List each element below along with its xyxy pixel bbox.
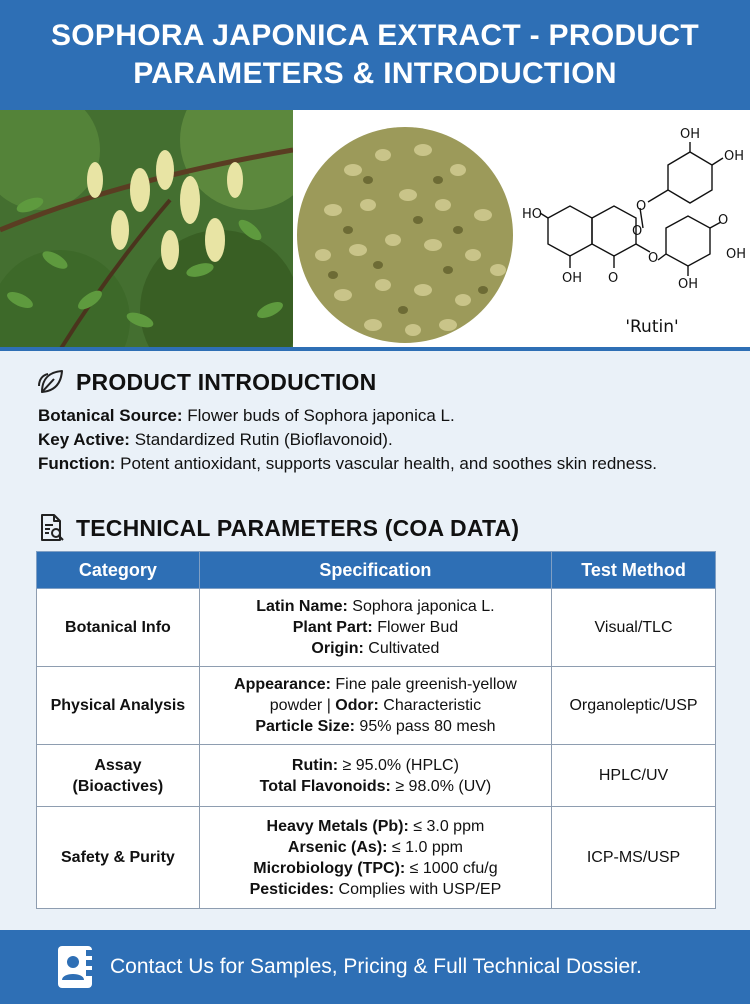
row-category: Botanical Info	[37, 589, 200, 667]
intro-heading: PRODUCT INTRODUCTION	[76, 368, 377, 395]
table-row	[37, 667, 716, 745]
col-category: Category	[37, 552, 200, 589]
intro-active-value: Standardized Rutin (Bioflavonoid).	[129, 430, 393, 449]
page-title-line1: SOPHORA JAPONICA EXTRACT - PRODUCT	[50, 19, 699, 52]
document-search-icon	[36, 512, 68, 544]
contact-text[interactable]: Contact Us for Samples, Pricing & Full Technical Dossier.	[110, 955, 642, 978]
row-method: ICP-MS/USP	[552, 807, 716, 909]
tech-section-header	[36, 512, 519, 544]
spec-label: Odor:	[335, 697, 379, 714]
struct-o-bridge: O	[648, 251, 659, 266]
intro-body	[38, 404, 718, 476]
table-row	[37, 745, 716, 807]
row-method: HPLC/UV	[552, 745, 716, 807]
row-category: Physical Analysis	[37, 667, 200, 745]
rutin-structure-diagram	[518, 110, 750, 350]
spec-label: Rutin:	[291, 756, 339, 774]
spec-value: ≥ 98.0% (UV)	[390, 777, 492, 795]
spec-value: 95% pass 80 mesh	[354, 718, 496, 735]
rutin-molecule	[518, 110, 750, 350]
intro-key-active	[38, 428, 718, 452]
struct-o-ring: O	[632, 224, 643, 239]
struct-ho-left: HO	[522, 207, 543, 222]
spec-value: Fine pale greenish-yellow powder |	[269, 676, 517, 714]
spec-value: ≤ 1000 cfu/g	[405, 859, 498, 877]
struct-o-keto: O	[608, 271, 619, 286]
contact-card-icon	[56, 944, 94, 990]
spec-label: Pesticides:	[249, 880, 335, 898]
page-title	[51, 17, 699, 93]
spec-value: Characteristic	[378, 697, 482, 714]
row-category: Safety & Purity	[37, 807, 200, 909]
coa-table	[36, 551, 716, 909]
struct-oh-right-mid: OH	[726, 247, 747, 262]
intro-botanical-source	[38, 404, 718, 428]
intro-source-value: Flower buds of Sophora japonica L.	[182, 406, 455, 425]
table-header-row	[37, 552, 716, 589]
spec-label: Heavy Metals (Pb):	[266, 817, 409, 835]
spec-value: ≥ 95.0% (HPLC)	[338, 756, 459, 774]
struct-oh-bottom: OH	[562, 271, 583, 286]
spec-label: Appearance:	[234, 676, 331, 693]
structure-label: 'Rutin'	[625, 317, 679, 337]
leaf-icon	[36, 366, 68, 398]
row-spec	[199, 589, 551, 667]
sophora-tree-photo	[0, 110, 293, 350]
contact-footer[interactable]	[0, 930, 750, 1004]
intro-section-header	[36, 366, 376, 398]
spec-label: Total Flavonoids:	[259, 777, 391, 795]
spec-label: Latin Name:	[256, 598, 348, 615]
struct-o-methyl: O	[718, 213, 729, 228]
row-category	[37, 745, 200, 807]
row-method: Organoleptic/USP	[552, 667, 716, 745]
col-specification: Specification	[199, 552, 551, 589]
sophora-tree-illustration	[0, 110, 293, 350]
dried-flower-buds-photo	[293, 110, 518, 350]
spec-value: Cultivated	[363, 640, 440, 657]
row-spec	[199, 807, 551, 909]
spec-label: Origin:	[311, 640, 364, 657]
spec-value: Sophora japonica L.	[347, 598, 495, 615]
row-spec	[199, 667, 551, 745]
spec-value: Flower Bud	[372, 619, 459, 636]
intro-function-value: Potent antioxidant, supports vascular health, and soothes skin redness.	[115, 454, 657, 473]
struct-oh-right-bottom: OH	[678, 277, 699, 292]
intro-source-label: Botanical Source:	[38, 406, 183, 425]
spec-label: Plant Part:	[292, 619, 373, 636]
row-method: Visual/TLC	[552, 589, 716, 667]
spec-value: ≤ 3.0 ppm	[408, 817, 485, 835]
struct-oh-top: OH	[680, 127, 701, 142]
page-header	[0, 0, 750, 110]
row-category-line: Assay	[94, 756, 142, 774]
struct-oh-right: OH	[724, 149, 745, 164]
tech-heading: TECHNICAL PARAMETERS (COA DATA)	[76, 514, 520, 541]
table-row	[37, 589, 716, 667]
photos-divider	[0, 347, 750, 351]
spec-label: Particle Size:	[255, 718, 355, 735]
product-images	[0, 110, 750, 350]
intro-function-label: Function:	[38, 454, 116, 473]
intro-function	[38, 452, 718, 476]
spec-value: Complies with USP/EP	[334, 880, 502, 898]
spec-label: Microbiology (TPC):	[253, 859, 406, 877]
page-title-line2: PARAMETERS & INTRODUCTION	[133, 57, 617, 90]
table-row	[37, 807, 716, 909]
row-category-line: (Bioactives)	[72, 777, 164, 795]
spec-label: Arsenic (As):	[287, 838, 388, 856]
struct-o-link: O	[636, 199, 647, 214]
col-test-method: Test Method	[552, 552, 716, 589]
row-spec	[199, 745, 551, 807]
intro-active-label: Key Active:	[38, 430, 130, 449]
flower-buds-illustration	[293, 110, 518, 350]
spec-value: ≤ 1.0 ppm	[387, 838, 463, 856]
